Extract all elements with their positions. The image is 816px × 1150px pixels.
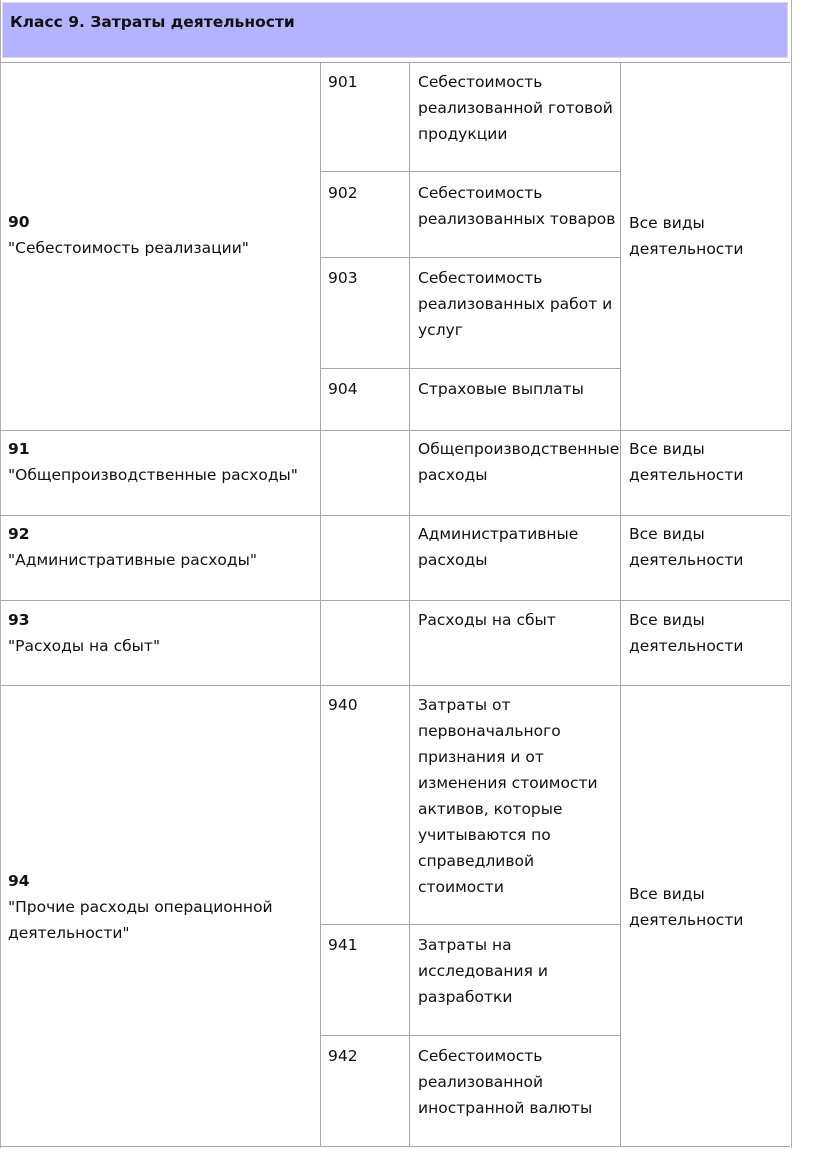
subaccount-desc-line: учитываются по [418,826,551,844]
subaccount-desc-line: изменения стоимости [418,774,598,792]
table-title: Класс 9. Затраты деятельности [10,13,295,31]
grid-line [320,257,620,258]
table-header [2,2,788,58]
subaccount-desc-line: активов, которые [418,800,563,818]
account-desc-line: Расходы на сбыт [418,611,556,629]
grid-line [620,62,621,1147]
subaccount-desc-line: стоимости [418,878,504,896]
account-desc-line: Административные [418,525,579,543]
subaccount-desc-line: справедливой [418,852,535,870]
grid-line [320,62,321,1147]
subaccount-desc-line: реализованных работ и [418,295,613,313]
scope-text: деятельности [629,466,744,484]
subaccount-desc-line: Затраты от [418,696,511,714]
grid-line [0,430,790,431]
subaccount-desc-line: реализованной готовой [418,99,613,117]
scope-text: деятельности [629,551,744,569]
grid-line [409,62,410,1147]
scope-text: деятельности [629,637,744,655]
account-desc-line: расходы [418,466,488,484]
scope-text: Все виды [629,214,705,232]
grid-line [0,600,790,601]
subaccount-code: 940 [328,696,358,714]
account-code: 94 [8,872,30,890]
scope-text: Все виды [629,611,705,629]
subaccount-code: 904 [328,380,358,398]
subaccount-desc-line: услуг [418,321,463,339]
account-name: "Прочие расходы операционной [8,898,273,916]
subaccount-desc-line: Затраты на [418,936,512,954]
account-code: 93 [8,611,30,629]
subaccount-code: 902 [328,184,358,202]
scope-text: Все виды [629,440,705,458]
subaccount-desc-line: первоначального [418,722,561,740]
subaccount-desc-line: иностранной валюты [418,1099,593,1117]
account-desc-line: расходы [418,551,488,569]
account-code: 92 [8,525,30,543]
grid-line [320,1035,620,1036]
grid-line [320,924,620,925]
subaccount-desc-line: признания и от [418,748,544,766]
account-name: "Общепроизводственные расходы" [8,466,298,484]
grid-line [0,685,790,686]
account-desc-line: Общепроизводственные [418,440,620,458]
account-code: 90 [8,213,30,231]
subaccount-code: 941 [328,936,358,954]
grid-line [320,171,620,172]
account-code: 91 [8,440,30,458]
subaccount-code: 901 [328,73,358,91]
subaccount-code: 942 [328,1047,358,1065]
scope-text: Все виды [629,525,705,543]
grid-line [0,1146,790,1147]
subaccount-desc-line: Себестоимость [418,73,543,91]
subaccount-desc-line: продукции [418,125,508,143]
grid-line [0,515,790,516]
account-name: "Себестоимость реализации" [8,239,249,257]
scope-text: Все виды [629,885,705,903]
subaccount-desc-line: разработки [418,988,513,1006]
subaccount-desc-line: Себестоимость [418,269,543,287]
scope-text: деятельности [629,911,744,929]
grid-line [320,368,620,369]
scope-text: деятельности [629,240,744,258]
subaccount-desc-line: исследования и [418,962,548,980]
subaccount-desc-line: Страховые выплаты [418,380,584,398]
subaccount-desc-line: реализованных товаров [418,210,616,228]
account-name: деятельности" [8,924,130,942]
subaccount-desc-line: Себестоимость [418,184,543,202]
account-name: "Расходы на сбыт" [8,637,161,655]
account-name: "Административные расходы" [8,551,257,569]
subaccount-code: 903 [328,269,358,287]
grid-line [0,62,790,63]
subaccount-desc-line: Себестоимость [418,1047,543,1065]
subaccount-desc-line: реализованной [418,1073,544,1091]
